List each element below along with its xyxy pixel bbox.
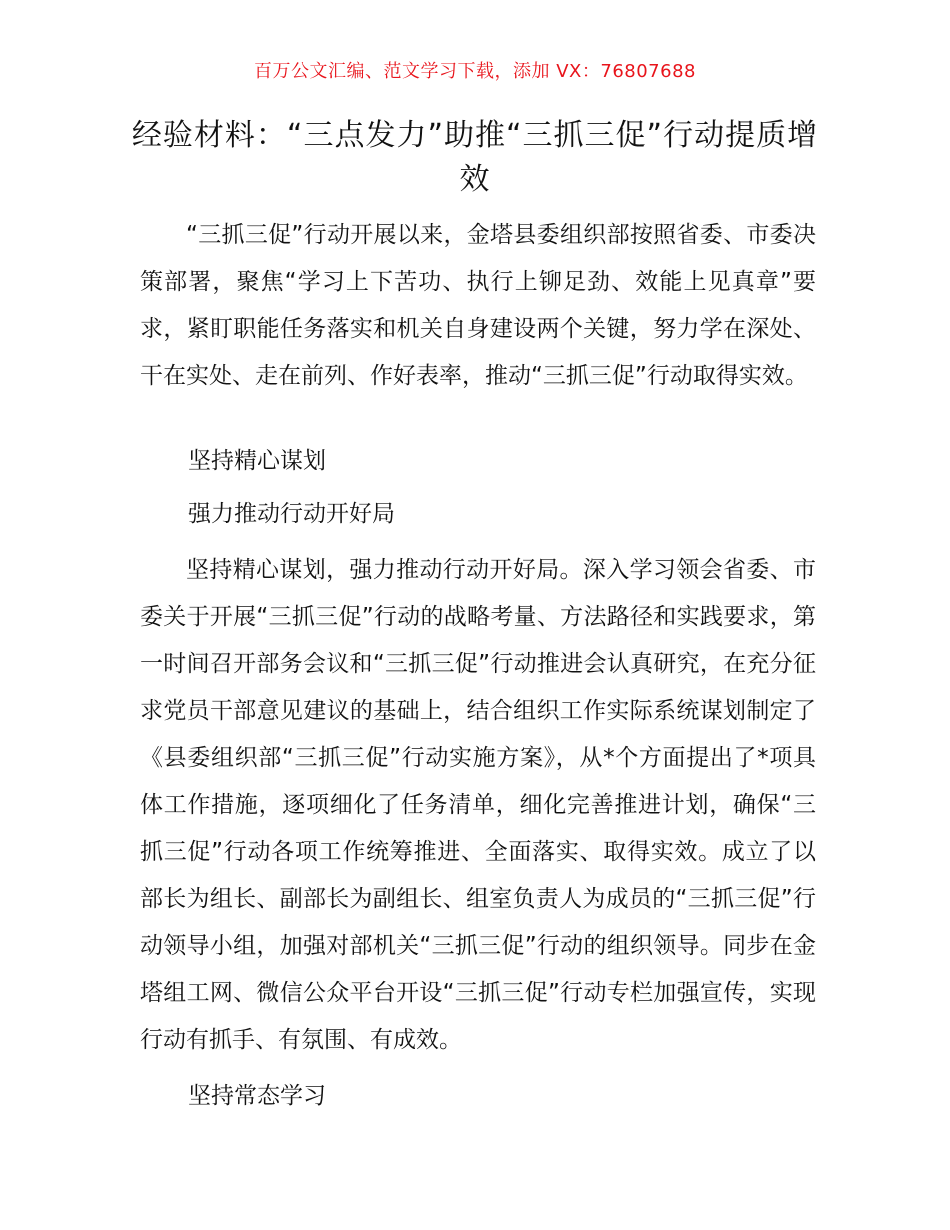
section-heading-1b: 强力推动行动开好局 bbox=[188, 501, 395, 527]
section-heading-2: 坚持常态学习 bbox=[188, 1083, 326, 1109]
intro-paragraph: “三抓三促”行动开展以来，金塔县委组织部按照省委、市委决策部署，聚焦“学习上下苦功、执行上铆足劲、效能上见真章”要求，紧盯职能任务落实和机关自身建设两个关键，努力学在深处、干在实处、走在前列、作好表率，推动“三抓三促”行动取得实效。 bbox=[140, 222, 816, 389]
document-title: 经验材料：“三点发力”助推“三抓三促”行动提质增效 bbox=[131, 118, 819, 197]
promo-banner: 百万公文汇编、范文学习下载，添加 VX：76807688 bbox=[254, 61, 696, 82]
section-heading-1a: 坚持精心谋划 bbox=[188, 448, 326, 474]
section-1-body-paragraph: 坚持精心谋划，强力推动行动开好局。深入学习领会省委、市委关于开展“三抓三促”行动的战略考量、方法路径和实践要求，第一时间召开部务会议和“三抓三促”行动推进会认真研究，在充分征求党员干部意见建议的基础上，结合组织工作实际系统谋划制定了《县委组织部“三抓三促”行动实施方案》，从*个方面提出了*项具体工作措施，逐项细化了任务清单，细化完善推进计划，确保“三抓三促”行动各项工作统筹推进、全面落实、取得实效。成立了以部长为组长、副部长为副组长、组室负责人为成员的“三抓三促”行动领导小组，加强对部机关“三抓三促”行动的组织领导。同步在金塔组工网、微信公众平台开设“三抓三促”行动专栏加强宣传，实现行动有抓手、有氛围、有成效。 bbox=[140, 557, 816, 1053]
